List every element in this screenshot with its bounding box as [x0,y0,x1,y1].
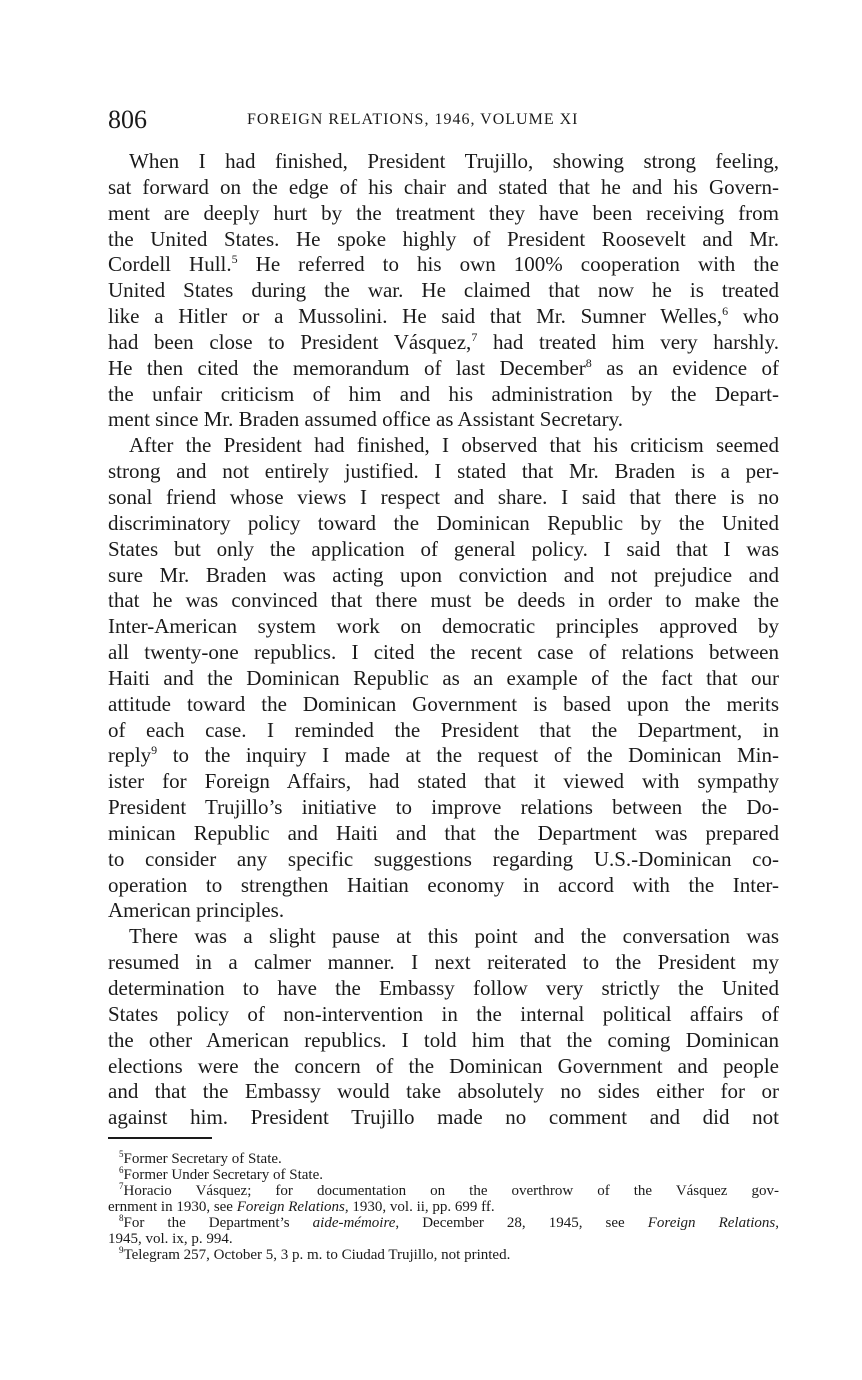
text-line: ister for Foreign Affairs, had stated that it viewed with sympathy [108,769,779,794]
text-line: the unfair criticism of him and his administration by the Depart- [108,381,779,406]
text-line: minican Republic and Haiti and that the Department was prepared [108,820,779,845]
text-line: all twenty-one republics. I cited the recent case of relations between [108,640,779,665]
text-line: determination to have the Embassy follow very strictly the United [108,976,779,1000]
text-line: to consider any specific suggestions regarding U.S.-Dominican co- [108,846,779,871]
footnote-line: $^9$Telegram 257, October 5, 3 p. m. to Ciudad Trujillo, not printed. [119,1245,511,1263]
paragraph [108,149,779,433]
text-line: the other American republics. I told him that the coming Dominican [108,1027,779,1052]
text-line: attitude toward the Dominican Government is based upon the merits [108,691,779,716]
footnote-marker: 6 [119,1165,124,1175]
paragraph [108,433,779,924]
text-line: reply$^9$ to the inquiry I made at the request of the Dominican Min- [108,743,779,768]
text-line: Inter-American system work on democratic principles approved by [108,614,779,639]
footnote [108,1247,779,1263]
footnote [108,1151,779,1167]
footnote-reference: 8 [585,355,592,370]
page-header [108,104,780,136]
text-line: There was a slight pause at this point and the conversation was [129,924,779,949]
text-line: discriminatory policy toward the Dominican Republic by the United [108,510,779,535]
footnote-line: $^6$Former Under Secretary of State. [119,1165,324,1183]
text-line: United States during the war. He claimed that now he is treated [108,278,779,303]
text-line: against him. President Trujillo made no comment and did not [108,1105,779,1130]
term-italic: aide-mémoire [312,1215,396,1231]
text-line: He then cited the memorandum of last December$^8$ as an evidence of [108,355,779,380]
text-line: of each case. I reminded the President that the Department, in [108,717,779,742]
footnote [108,1183,779,1215]
footnote-reference: 9 [151,743,158,758]
body-text [108,149,779,1131]
text-line: States policy of non-intervention in the internal political affairs of [108,1001,779,1026]
text-line: elections were the concern of the Dominican Government and people [108,1053,779,1078]
footnote-reference: 6 [722,304,729,319]
page-number: 806 [108,105,147,134]
text-line: sonal friend whose views I respect and share. I said that there is no [108,484,779,509]
footnote-marker: 9 [119,1245,124,1255]
footnote-line: ernment in 1930, see Foreign Relations, 1930, vol. ii, pp. 699 ff. [108,1199,495,1215]
footnote [108,1167,779,1183]
footnote-marker: 5 [119,1149,124,1159]
footnotes [108,1151,779,1263]
text-line: sure Mr. Braden was acting upon conviction and not prejudice and [108,562,779,587]
text-line: operation to strengthen Haitian economy in accord with the Inter- [108,872,779,897]
text-line: President Trujillo’s initiative to improve relations between the Do- [108,795,779,820]
footnote-line: $^5$Former Secretary of State. [119,1149,282,1167]
footnote [108,1215,779,1247]
publication-title: Foreign Relations [236,1199,345,1215]
text-line: the United States. He spoke highly of President Roosevelt and Mr. [108,226,779,251]
text-line: ment are deeply hurt by the treatment they have been receiving from [108,200,779,225]
footnote-divider [108,1137,212,1139]
text-line: sat forward on the edge of his chair and stated that he and his Govern- [108,174,779,199]
text-line: When I had finished, President Trujillo, showing strong feeling, [129,149,779,173]
paragraph [108,924,779,1131]
text-line: States but only the application of general policy. I said that I was [108,536,779,561]
footnote-reference: 7 [471,329,478,344]
footnote-line: $^8$For the Department’s aide-mémoire, December 28, 1945, see Foreign Relations, [119,1213,779,1231]
text-line: Cordell Hull.$^5$ He referred to his own 100% cooperation with the [108,252,779,277]
text-line: Haiti and the Dominican Republic as an example of the fact that our [108,665,779,690]
text-line: ment since Mr. Braden assumed office as Assistant Secretary. [108,407,623,432]
text-line: After the President had finished, I observed that his criticism seemed [129,433,779,458]
text-line: had been close to President Vásquez,$^7$ had treated him very harshly. [108,329,779,354]
text-line: like a Hitler or a Mussolini. He said that Mr. Sumner Welles,$^6$ who [108,304,779,329]
footnote-reference: 5 [231,252,238,267]
footnote-line: $^7$Horacio Vásquez; for documentation on the overthrow of the Vásquez gov- [119,1181,779,1199]
footnote-marker: 8 [119,1213,124,1223]
text-line: strong and not entirely justified. I stated that Mr. Braden is a per- [108,459,779,484]
footnote-marker: 7 [119,1181,124,1191]
running-head: FOREIGN RELATIONS, 1946, VOLUME XI [247,111,579,128]
text-line: and that the Embassy would take absolutely no sides either for or [108,1079,779,1104]
text-line: American principles. [108,898,285,923]
publication-title: Foreign Relations [647,1215,776,1231]
footnote-line: 1945, vol. ix, p. 994. [108,1231,233,1247]
text-line: that he was convinced that there must be deeds in order to make the [108,588,779,613]
text-line: resumed in a calmer manner. I next reiterated to the President my [108,950,779,975]
